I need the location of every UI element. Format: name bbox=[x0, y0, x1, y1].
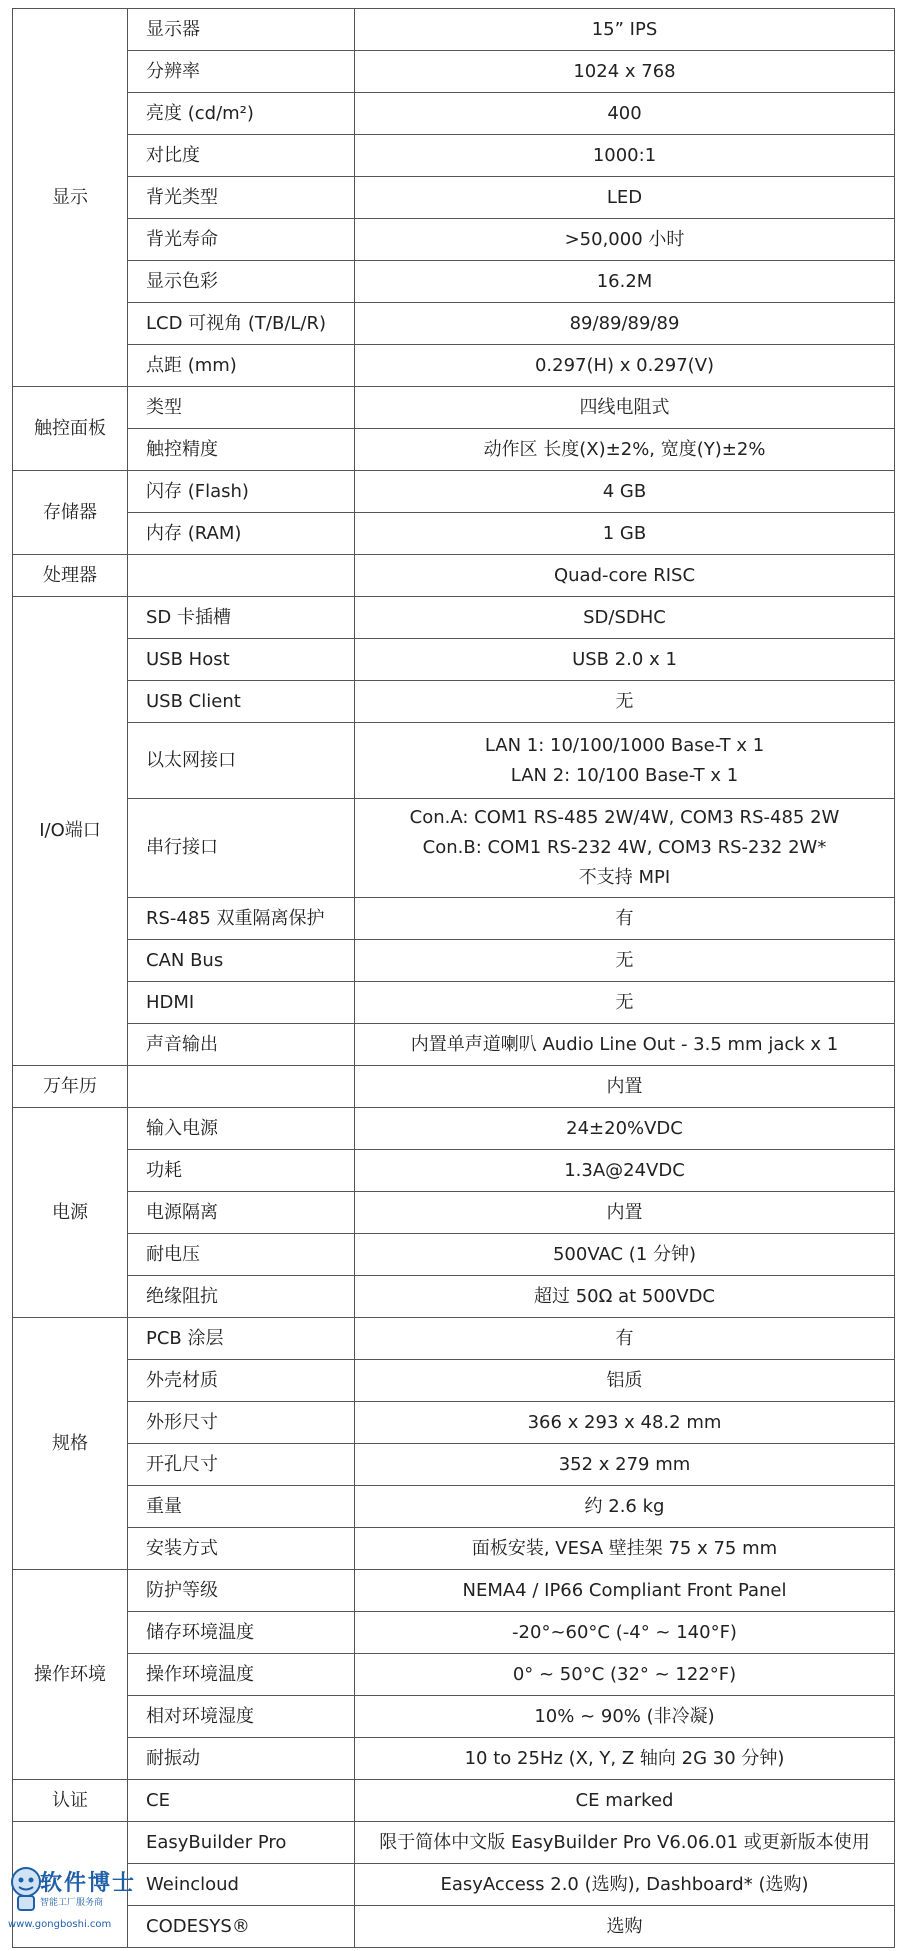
value-cell bbox=[355, 1612, 895, 1654]
category-cell: 显示 bbox=[13, 9, 128, 387]
table-row bbox=[13, 1612, 895, 1654]
table-row bbox=[13, 1192, 895, 1234]
value-cell bbox=[355, 982, 895, 1024]
value-line: 0° ~ 50°C (32° ~ 122°F) bbox=[512, 1663, 737, 1685]
value-cell bbox=[355, 1234, 895, 1276]
value-cell bbox=[355, 1906, 895, 1948]
category-cell: I/O端口 bbox=[13, 597, 128, 1066]
value-cell bbox=[355, 1864, 895, 1906]
value-cell bbox=[355, 177, 895, 219]
value-line: 无 bbox=[615, 949, 634, 971]
value-cell bbox=[355, 1780, 895, 1822]
value-cell bbox=[355, 898, 895, 940]
value-line: 超过 50Ω at 500VDC bbox=[533, 1285, 715, 1307]
value-line: 1000:1 bbox=[592, 144, 657, 166]
value-cell bbox=[355, 1066, 895, 1108]
value-line: CE marked bbox=[575, 1789, 674, 1811]
value-line: 15” IPS bbox=[591, 18, 658, 40]
value-cell bbox=[355, 1192, 895, 1234]
value-line: 动作区 长度(X)±2%, 宽度(Y)±2% bbox=[483, 438, 766, 460]
item-cell: 声音输出 bbox=[128, 1024, 355, 1066]
value-line: 352 x 279 mm bbox=[558, 1453, 691, 1475]
spec-table bbox=[12, 8, 895, 1948]
value-cell bbox=[355, 51, 895, 93]
item-cell: 输入电源 bbox=[128, 1108, 355, 1150]
value-line: 0.297(H) x 0.297(V) bbox=[534, 354, 715, 376]
item-cell: 电源隔离 bbox=[128, 1192, 355, 1234]
table-row bbox=[13, 1864, 895, 1906]
item-cell: 亮度 (cd/m²) bbox=[128, 93, 355, 135]
table-row bbox=[13, 1444, 895, 1486]
value-cell bbox=[355, 1654, 895, 1696]
value-line: 10 to 25Hz (X, Y, Z 轴向 2G 30 分钟) bbox=[464, 1747, 785, 1769]
value-line: NEMA4 / IP66 Compliant Front Panel bbox=[462, 1579, 787, 1601]
table-row bbox=[13, 1108, 895, 1150]
value-line: 无 bbox=[615, 690, 634, 712]
table-row bbox=[13, 1318, 895, 1360]
item-cell: 操作环境温度 bbox=[128, 1654, 355, 1696]
item-cell: 背光类型 bbox=[128, 177, 355, 219]
watermark-brand: 软件博士 bbox=[40, 1871, 137, 1896]
value-cell bbox=[355, 1024, 895, 1066]
value-cell bbox=[355, 1444, 895, 1486]
value-cell bbox=[355, 1696, 895, 1738]
value-line: 10% ~ 90% (非冷凝) bbox=[534, 1705, 715, 1727]
item-cell: 类型 bbox=[128, 387, 355, 429]
table-row bbox=[13, 1570, 895, 1612]
value-cell bbox=[355, 219, 895, 261]
table-row bbox=[13, 1150, 895, 1192]
value-line: 24±20%VDC bbox=[566, 1117, 683, 1139]
table-row bbox=[13, 1024, 895, 1066]
value-line: LED bbox=[606, 186, 643, 208]
table-row bbox=[13, 471, 895, 513]
item-cell: USB Client bbox=[128, 681, 355, 723]
item-cell: SD 卡插槽 bbox=[128, 597, 355, 639]
value-cell bbox=[355, 723, 895, 799]
item-cell: 功耗 bbox=[128, 1150, 355, 1192]
value-line: EasyAccess 2.0 (选购), Dashboard* (选购) bbox=[440, 1873, 809, 1895]
value-cell bbox=[355, 429, 895, 471]
item-cell: Weincloud bbox=[128, 1864, 355, 1906]
value-line: 1.3A@24VDC bbox=[564, 1159, 685, 1181]
item-cell: 显示器 bbox=[128, 9, 355, 51]
value-line: 内置 bbox=[606, 1075, 643, 1097]
item-cell: 防护等级 bbox=[128, 1570, 355, 1612]
watermark-url: www.gongboshi.com bbox=[8, 1919, 112, 1930]
value-cell bbox=[355, 1570, 895, 1612]
value-line: Quad-core RISC bbox=[553, 564, 696, 586]
item-cell: HDMI bbox=[128, 982, 355, 1024]
table-row bbox=[13, 513, 895, 555]
item-cell bbox=[128, 1066, 355, 1108]
item-cell: LCD 可视角 (T/B/L/R) bbox=[128, 303, 355, 345]
category-cell: 认证 bbox=[13, 1780, 128, 1822]
item-cell: 以太网接口 bbox=[128, 723, 355, 799]
value-cell bbox=[355, 1276, 895, 1318]
table-row bbox=[13, 1486, 895, 1528]
value-cell bbox=[355, 1402, 895, 1444]
value-cell bbox=[355, 1528, 895, 1570]
item-cell: PCB 涂层 bbox=[128, 1318, 355, 1360]
item-cell: 串行接口 bbox=[128, 799, 355, 898]
table-row bbox=[13, 345, 895, 387]
item-cell: CODESYS® bbox=[128, 1906, 355, 1948]
category-cell: 规格 bbox=[13, 1318, 128, 1570]
value-line: >50,000 小时 bbox=[564, 228, 685, 250]
table-row bbox=[13, 9, 895, 51]
value-cell bbox=[355, 1360, 895, 1402]
value-cell bbox=[355, 513, 895, 555]
item-cell: 外壳材质 bbox=[128, 1360, 355, 1402]
value-line: 铝质 bbox=[606, 1369, 643, 1391]
value-line: 内置单声道喇叭 Audio Line Out - 3.5 mm jack x 1 bbox=[410, 1033, 839, 1055]
value-line: 1 GB bbox=[602, 522, 647, 544]
table-row bbox=[13, 219, 895, 261]
value-line: 有 bbox=[615, 1327, 634, 1349]
table-row bbox=[13, 1696, 895, 1738]
value-cell bbox=[355, 303, 895, 345]
value-cell bbox=[355, 1738, 895, 1780]
value-cell bbox=[355, 639, 895, 681]
item-cell: 对比度 bbox=[128, 135, 355, 177]
item-cell: 储存环境温度 bbox=[128, 1612, 355, 1654]
value-line: 面板安装, VESA 壁挂架 75 x 75 mm bbox=[471, 1537, 778, 1559]
table-row bbox=[13, 177, 895, 219]
table-row bbox=[13, 1654, 895, 1696]
table-row bbox=[13, 1738, 895, 1780]
table-row bbox=[13, 1528, 895, 1570]
value-line: 366 x 293 x 48.2 mm bbox=[527, 1411, 722, 1433]
item-cell: 耐振动 bbox=[128, 1738, 355, 1780]
spec-table-body bbox=[13, 9, 895, 1948]
value-cell bbox=[355, 1318, 895, 1360]
value-cell bbox=[355, 387, 895, 429]
value-line: Con.B: COM1 RS-232 4W, COM3 RS-232 2W* bbox=[422, 837, 827, 858]
category-cell: 存储器 bbox=[13, 471, 128, 555]
table-row bbox=[13, 1360, 895, 1402]
table-row bbox=[13, 555, 895, 597]
value-cell bbox=[355, 597, 895, 639]
category-cell: 电源 bbox=[13, 1108, 128, 1318]
item-cell: 分辨率 bbox=[128, 51, 355, 93]
table-row bbox=[13, 1066, 895, 1108]
item-cell: 闪存 (Flash) bbox=[128, 471, 355, 513]
value-cell bbox=[355, 681, 895, 723]
value-line: 4 GB bbox=[602, 480, 647, 502]
value-line: 内置 bbox=[606, 1201, 643, 1223]
value-cell bbox=[355, 555, 895, 597]
item-cell: 内存 (RAM) bbox=[128, 513, 355, 555]
item-cell: 开孔尺寸 bbox=[128, 1444, 355, 1486]
category-cell: 处理器 bbox=[13, 555, 128, 597]
value-line: -20°~60°C (-4° ~ 140°F) bbox=[512, 1621, 737, 1643]
item-cell bbox=[128, 555, 355, 597]
item-cell: 点距 (mm) bbox=[128, 345, 355, 387]
value-cell bbox=[355, 1150, 895, 1192]
value-line: 限于简体中文版 EasyBuilder Pro V6.06.01 或更新版本使用 bbox=[379, 1831, 870, 1853]
table-row bbox=[13, 940, 895, 982]
item-cell: EasyBuilder Pro bbox=[128, 1822, 355, 1864]
table-row bbox=[13, 639, 895, 681]
item-cell: CAN Bus bbox=[128, 940, 355, 982]
table-row bbox=[13, 261, 895, 303]
value-line: 无 bbox=[615, 991, 634, 1013]
table-row bbox=[13, 1234, 895, 1276]
category-cell: 触控面板 bbox=[13, 387, 128, 471]
item-cell: 绝缘阻抗 bbox=[128, 1276, 355, 1318]
value-cell bbox=[355, 799, 895, 898]
item-cell: 重量 bbox=[128, 1486, 355, 1528]
value-cell bbox=[355, 1108, 895, 1150]
item-cell: RS-485 双重隔离保护 bbox=[128, 898, 355, 940]
value-cell bbox=[355, 345, 895, 387]
value-line: USB 2.0 x 1 bbox=[572, 648, 677, 670]
table-row bbox=[13, 681, 895, 723]
value-line: 89/89/89/89 bbox=[569, 312, 680, 334]
table-row bbox=[13, 982, 895, 1024]
item-cell: 安装方式 bbox=[128, 1528, 355, 1570]
value-line: 400 bbox=[607, 102, 642, 124]
table-row bbox=[13, 93, 895, 135]
value-cell bbox=[355, 1822, 895, 1864]
value-cell bbox=[355, 135, 895, 177]
table-row bbox=[13, 799, 895, 898]
item-cell: 触控精度 bbox=[128, 429, 355, 471]
value-line: 约 2.6 kg bbox=[584, 1495, 665, 1517]
watermark-tagline: 智能工厂服务商 bbox=[40, 1898, 104, 1908]
value-cell bbox=[355, 1486, 895, 1528]
table-row bbox=[13, 303, 895, 345]
item-cell: 相对环境湿度 bbox=[128, 1696, 355, 1738]
table-row bbox=[13, 135, 895, 177]
item-cell: USB Host bbox=[128, 639, 355, 681]
table-row bbox=[13, 1402, 895, 1444]
item-cell: 显示色彩 bbox=[128, 261, 355, 303]
value-line: LAN 2: 10/100 Base-T x 1 bbox=[510, 764, 739, 786]
value-cell bbox=[355, 471, 895, 513]
item-cell: CE bbox=[128, 1780, 355, 1822]
value-cell bbox=[355, 93, 895, 135]
value-line: 四线电阻式 bbox=[579, 396, 670, 418]
item-cell: 背光寿命 bbox=[128, 219, 355, 261]
table-row bbox=[13, 1906, 895, 1948]
table-row bbox=[13, 387, 895, 429]
category-cell: 操作环境 bbox=[13, 1570, 128, 1780]
value-cell bbox=[355, 261, 895, 303]
value-cell bbox=[355, 940, 895, 982]
table-row bbox=[13, 429, 895, 471]
value-line: Con.A: COM1 RS-485 2W/4W, COM3 RS-485 2W bbox=[409, 807, 840, 828]
value-line: 有 bbox=[615, 907, 634, 929]
category-cell: 万年历 bbox=[13, 1066, 128, 1108]
value-line: 选购 bbox=[606, 1915, 643, 1937]
table-row bbox=[13, 597, 895, 639]
table-row bbox=[13, 1780, 895, 1822]
value-line: LAN 1: 10/100/1000 Base-T x 1 bbox=[484, 734, 765, 756]
table-row bbox=[13, 898, 895, 940]
value-line: 1024 x 768 bbox=[573, 60, 676, 82]
item-cell: 外形尺寸 bbox=[128, 1402, 355, 1444]
table-row bbox=[13, 51, 895, 93]
value-line: 500VAC (1 分钟) bbox=[552, 1243, 697, 1265]
item-cell: 耐电压 bbox=[128, 1234, 355, 1276]
value-line: SD/SDHC bbox=[583, 606, 666, 628]
value-line: 16.2M bbox=[596, 270, 653, 292]
table-row bbox=[13, 1822, 895, 1864]
table-row bbox=[13, 1276, 895, 1318]
table-row bbox=[13, 723, 895, 799]
value-line: 不支持 MPI bbox=[578, 867, 671, 888]
value-cell bbox=[355, 9, 895, 51]
